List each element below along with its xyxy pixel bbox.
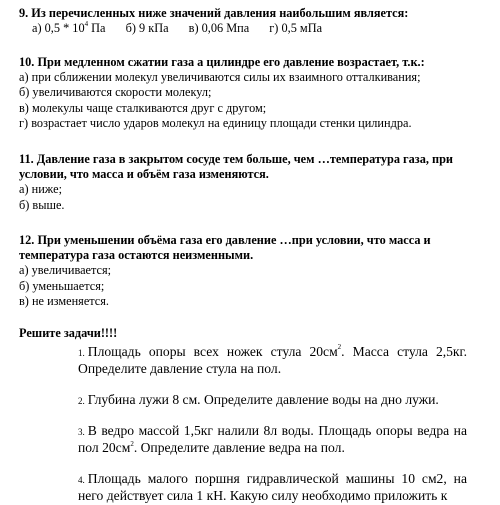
question-12: [19, 233, 481, 309]
question-11-title: 11. Давление газа в закрытом сосуде тем больше, чем …температура газа, при условии, что масса и объём газа изменяются.: [19, 152, 454, 182]
task-3: 3. В ведро массой 1,5кг налили 8л воды. Площадь опоры ведра на пол $20см^2$. Определите давление ведра на пол.: [78, 423, 467, 456]
question-10-option-c: в) молекулы чаще сталкиваются друг с другом;: [19, 100, 267, 115]
task-4-number: 4.: [78, 475, 85, 485]
question-11-option-b: б) выше.: [19, 197, 65, 212]
task-1-number: 1.: [78, 348, 85, 358]
question-11-option-a: а) ниже;: [19, 182, 62, 197]
question-9-option-c: в) 0,06 Мпа: [188, 21, 250, 36]
question-9: [19, 6, 481, 36]
question-9-options: [19, 21, 481, 36]
question-10-option-a: а) при сближении молекул увеличиваются силы их взаимного отталкивания;: [19, 70, 421, 85]
question-12-title: 12. При уменьшении объёма газа его давление …при условии, что масса и температура газа остаются неизменными.: [19, 233, 431, 263]
question-10: [19, 55, 481, 131]
task-2-number: 2.: [78, 396, 85, 406]
tasks-heading: Решите задачи!!!!: [19, 326, 118, 340]
question-10-title: 10. При медленном сжатии газа а цилиндре его давление возрастает, т.к.:: [19, 55, 425, 69]
task-1: 1. Площадь опоры всех ножек стула $20см^2$. Масса стула 2,5кг. Определите давление стула на пол.: [78, 343, 467, 377]
question-9-title: 9. Из перечисленных ниже значений давления наибольшим является:: [19, 6, 409, 20]
question-12-option-c: в) не изменяется.: [19, 293, 109, 308]
question-9-option-d: г) 0,5 мПа: [269, 21, 323, 36]
task-3-number: 3.: [78, 427, 85, 437]
question-9-option-b: б) 9 кПа: [125, 21, 169, 36]
question-9-option-a: а) $0,5 * 10^4$ Па: [32, 20, 106, 36]
question-10-option-d: г) возрастает число ударов молекул на единицу площади стенки цилиндра.: [19, 115, 412, 130]
question-12-option-a: а) увеличивается;: [19, 263, 112, 278]
question-11: [19, 152, 481, 213]
question-12-option-b: б) уменьшается;: [19, 278, 105, 293]
task-2: 2. Глубина лужи 8 см. Определите давление воды на дно лужи.: [78, 392, 439, 407]
question-10-option-b: б) увеличиваются скорости молекул;: [19, 85, 212, 100]
task-4: 4. Площадь малого поршня гидравлической машины 10 см2, на него действует сила 1 кН. Какую силу необходимо приложить к: [78, 471, 467, 504]
